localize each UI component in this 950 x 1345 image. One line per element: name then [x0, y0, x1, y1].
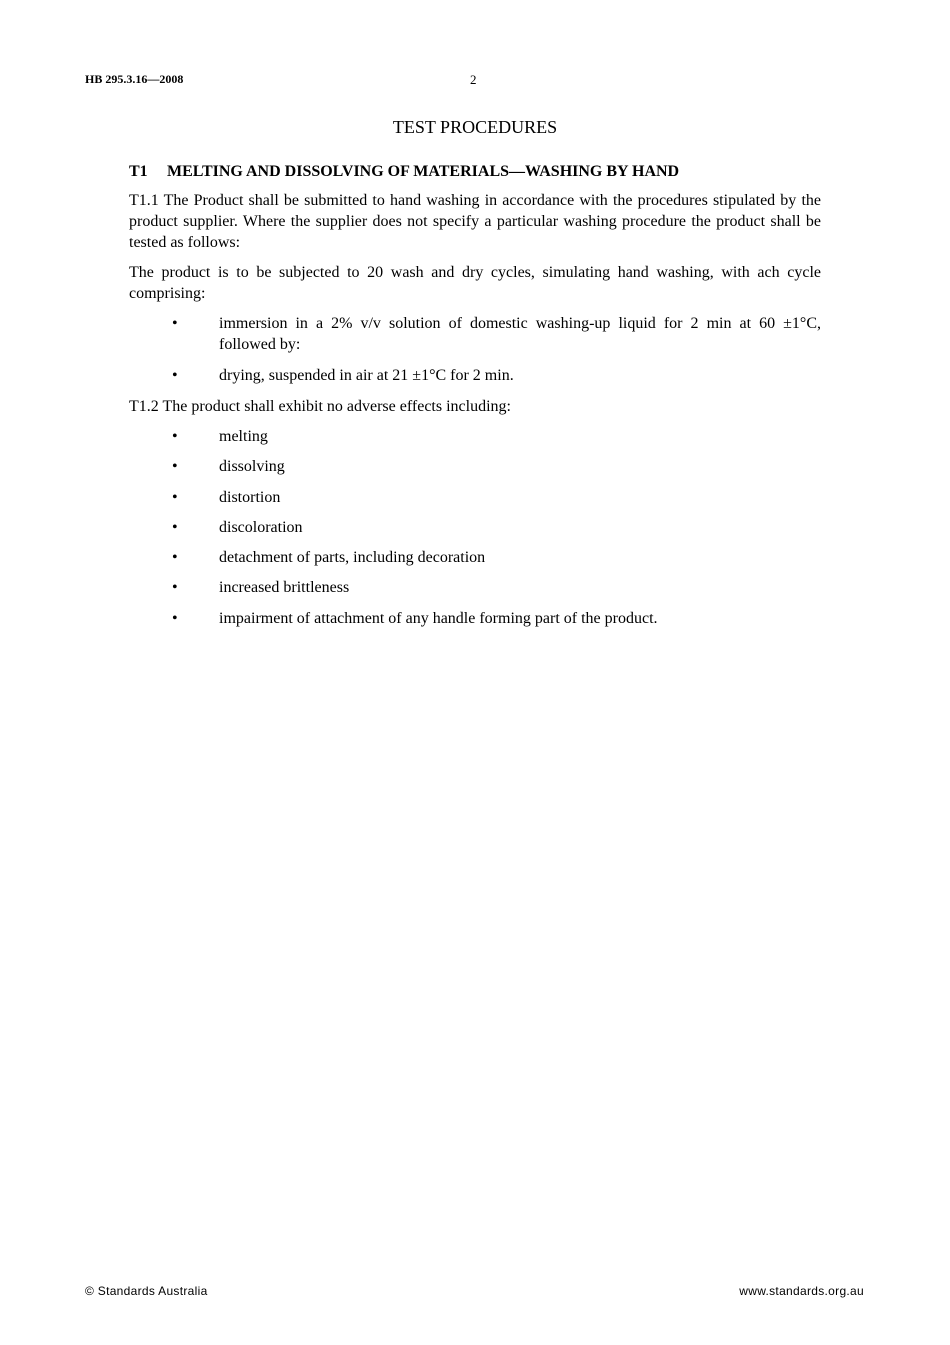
list-item-text: impairment of attachment of any handle forming part of the product.	[219, 609, 658, 627]
list-item-text: increased brittleness	[219, 579, 350, 597]
bullet-icon: •	[172, 549, 178, 567]
bullet-icon: •	[172, 315, 178, 332]
page-title: TEST PROCEDURES	[392, 117, 558, 137]
document-body	[129, 161, 821, 638]
list-item-text: discoloration	[219, 518, 303, 536]
list-item	[129, 608, 821, 629]
list-item-text: melting	[219, 428, 268, 445]
list-item-text: immersion in a 2% v/v solution of domestic washing-up liquid for 2 min at 60 ±1°C, followed by:	[219, 315, 821, 353]
effects-list	[129, 426, 821, 629]
paragraph-t1-2: T1.2 The product shall exhibit no adverse effects including:	[129, 398, 511, 415]
bullet-icon: •	[172, 367, 178, 384]
list-item	[129, 426, 821, 447]
section-title: MELTING AND DISSOLVING OF MATERIALS—WASHING BY HAND	[167, 163, 680, 180]
bullet-icon: •	[172, 428, 178, 445]
list-item	[129, 517, 821, 538]
paragraph-cycles: The product is to be subjected to 20 wash and dry cycles, simulating hand washing, with ach cycle comprising:	[129, 264, 821, 302]
list-item	[129, 456, 821, 477]
document-code: HB 295.3.16—2008	[85, 72, 184, 86]
list-item-text: drying, suspended in air at 21 ±1°C for 2 min.	[219, 367, 514, 384]
website-url: www.standards.org.au	[739, 1284, 864, 1298]
bullet-icon: •	[172, 579, 178, 597]
bullet-icon: •	[172, 488, 178, 506]
list-item	[129, 577, 821, 598]
list-item	[129, 547, 821, 568]
list-item-text: dissolving	[219, 458, 285, 476]
cycle-list	[129, 313, 821, 386]
paragraph-t1-1: T1.1 The Product shall be submitted to hand washing in accordance with the procedures stipulated by the product supplier. Where the supplier does not specify a particular washing procedure the product shall be tested as follows:	[129, 192, 821, 251]
list-item	[129, 365, 821, 386]
list-item	[129, 487, 821, 508]
section-heading	[129, 161, 821, 182]
bullet-icon: •	[172, 609, 178, 627]
page-number: 2	[470, 72, 477, 87]
list-item-text: distortion	[219, 488, 281, 506]
list-item-text: detachment of parts, including decoration	[219, 549, 486, 567]
bullet-icon: •	[172, 518, 178, 536]
bullet-icon: •	[172, 458, 178, 476]
section-number: T1	[129, 163, 148, 180]
list-item	[129, 313, 821, 355]
copyright-notice: © Standards Australia	[85, 1284, 208, 1298]
